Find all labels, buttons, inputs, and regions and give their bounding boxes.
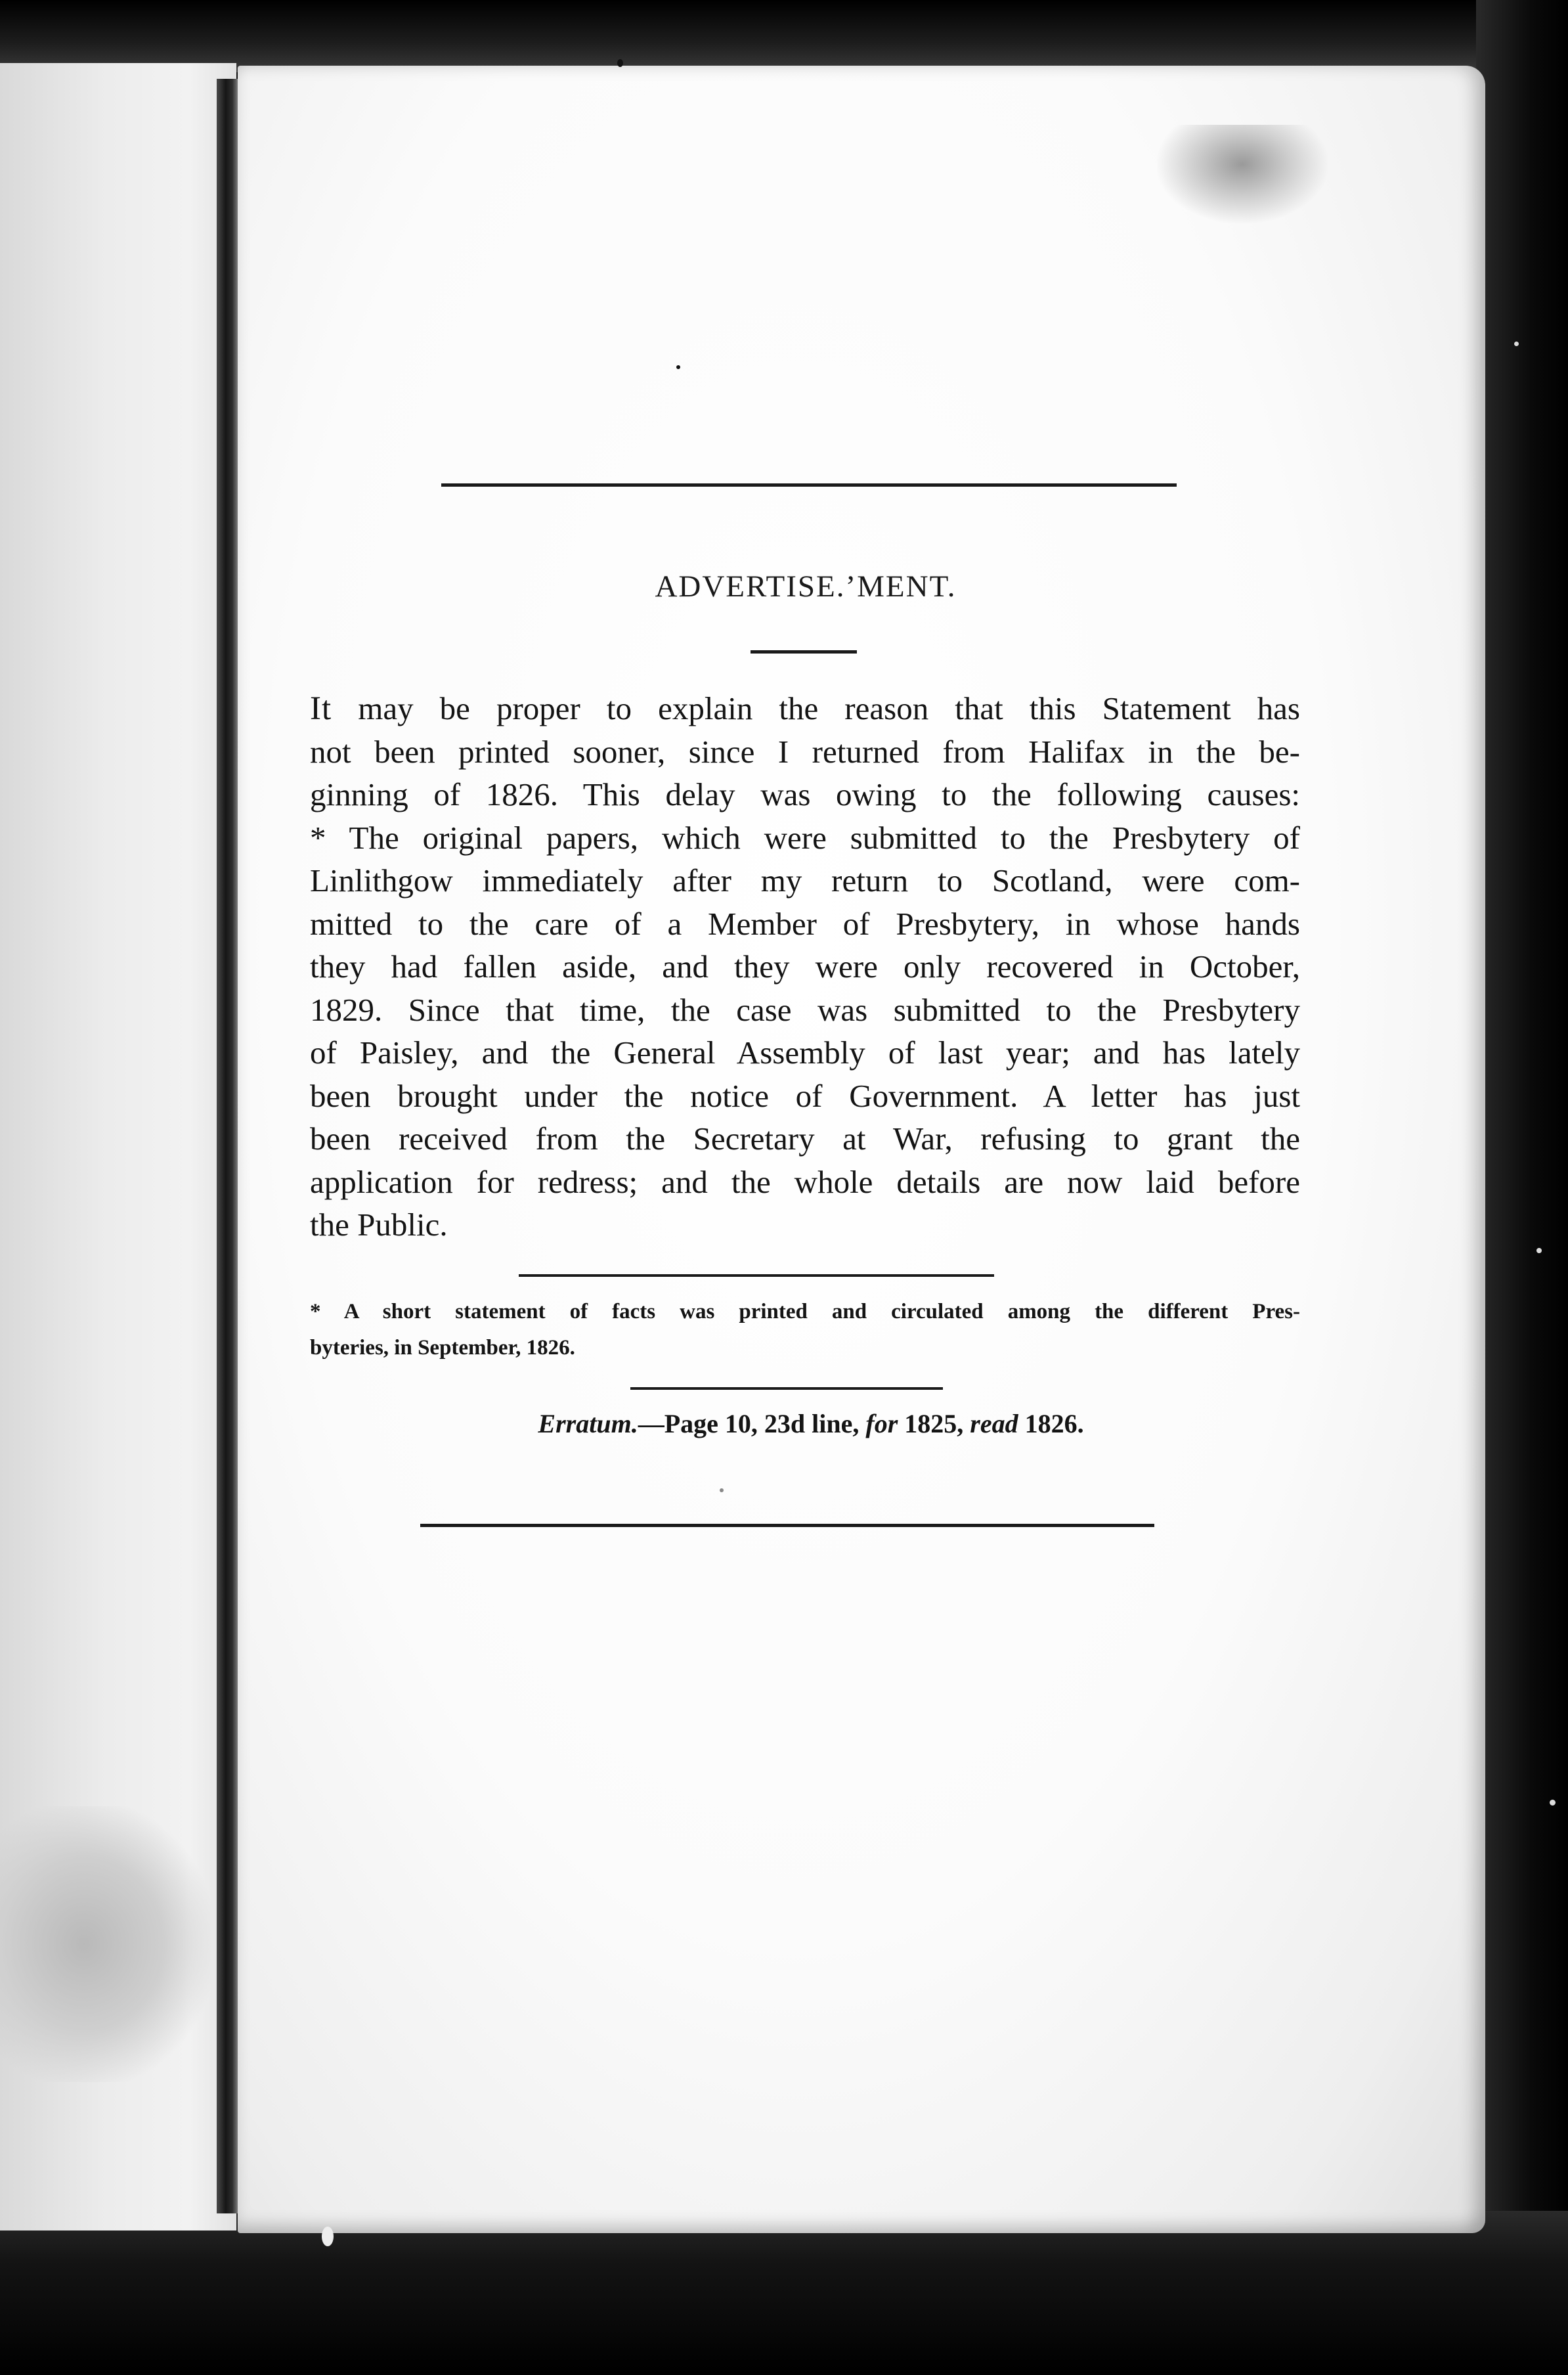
dust-speck: [1550, 1800, 1556, 1806]
footnote-line-2: byteries, in September, 1826.: [310, 1336, 575, 1360]
dust-speck: [1514, 342, 1519, 346]
scan-frame-top: [0, 0, 1568, 72]
erratum-rule: [630, 1387, 943, 1390]
dust-speck: [617, 59, 623, 67]
body-line-1: It may be proper to explain the reason that this Statement has: [310, 690, 1300, 727]
erratum-for: for: [865, 1409, 898, 1438]
body-line-9: of Paisley, and the General Assembly of last year; and has lately: [310, 1034, 1300, 1071]
erratum-right-year: 1826.: [1018, 1409, 1084, 1438]
body-line-2: not been printed sooner, since I returned from Halifax in the be-: [310, 733, 1300, 770]
body-line-10: been brought under the notice of Government. A letter has just: [310, 1077, 1300, 1114]
body-line-13: the Public.: [310, 1207, 448, 1243]
footnote-line-1: * A short statement of facts was printed and circulated among the different Pres-: [310, 1300, 1300, 1323]
dust-speck: [720, 1488, 724, 1492]
body-line-7: they had fallen aside, and they were only recovered in October,: [310, 948, 1300, 985]
erratum-note: [433, 1408, 1188, 1439]
dust-speck: [322, 2227, 334, 2246]
body-line-12: application for redress; and the whole details are now laid before: [310, 1163, 1300, 1200]
footnote: [310, 1294, 1300, 1366]
body-line-6: mitted to the care of a Member of Presbytery, in whose hands: [310, 905, 1300, 942]
book-gutter: [217, 79, 239, 2213]
facing-page-stain: [0, 1806, 210, 2082]
body-line-5: Linlithgow immediately after my return to Scotland, were com-: [310, 862, 1300, 899]
body-line-4: * The original papers, which were submitted to the Presbytery of: [310, 819, 1300, 856]
dust-speck: [1536, 1248, 1542, 1253]
scan-frame-right: [1476, 0, 1568, 2375]
erratum-label: Erratum.: [538, 1409, 638, 1438]
body-line-11: been received from the Secretary at War, refusing to grant the: [310, 1121, 1300, 1157]
lead-capital: It: [310, 690, 332, 727]
erratum-wrong-year: 1825,: [898, 1409, 970, 1438]
dust-speck: [676, 365, 680, 369]
title-underline: [751, 650, 857, 654]
body-line-3: ginning of 1826. This delay was owing to the following causes:: [310, 776, 1300, 812]
bottom-rule: [420, 1524, 1154, 1527]
page-tear-mark: [1157, 125, 1328, 223]
body-line-8: 1829. Since that time, the case was submitted to the Presbytery: [310, 991, 1300, 1028]
top-rule: [441, 483, 1177, 487]
erratum-read: read: [970, 1409, 1018, 1438]
advertisement-body: [310, 687, 1300, 1247]
page-title: ADVERTISE.’MENT.: [655, 569, 957, 604]
footnote-rule: [519, 1274, 994, 1277]
scan-frame-bottom: [0, 2211, 1568, 2375]
erratum-text: —Page 10, 23d line,: [638, 1409, 866, 1438]
